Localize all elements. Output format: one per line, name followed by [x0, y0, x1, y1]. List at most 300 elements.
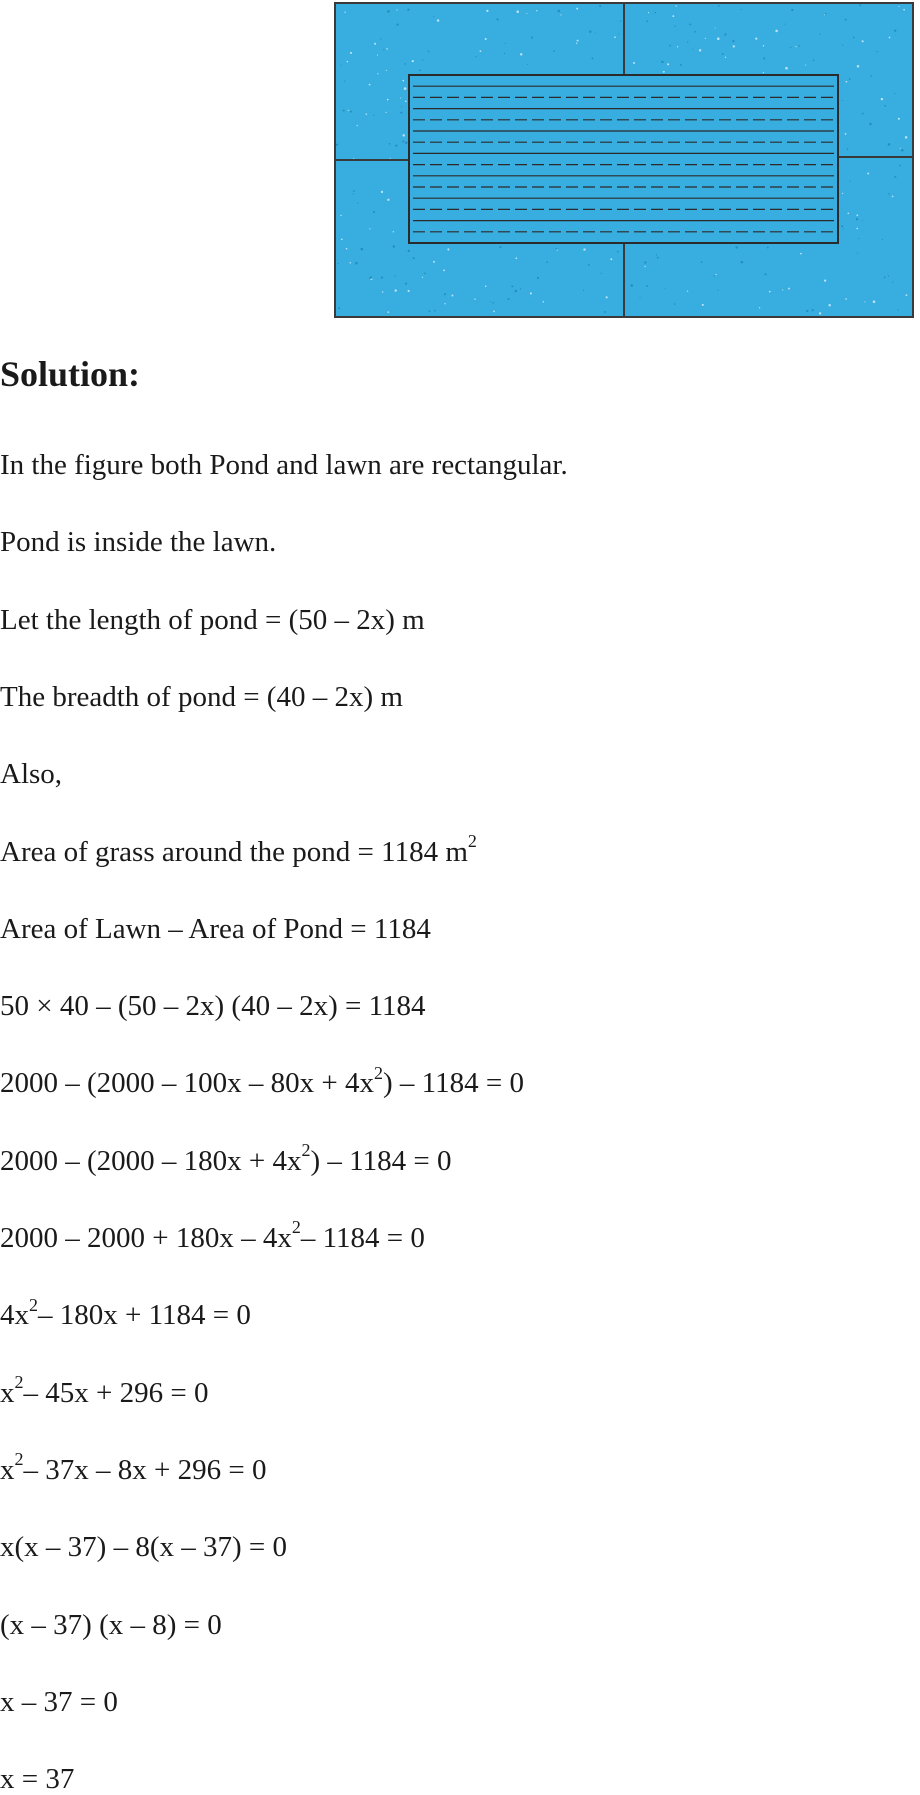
texture-dot [395, 144, 397, 146]
solution-line [0, 760, 62, 789]
texture-dot [338, 307, 340, 309]
texture-dot [843, 228, 844, 229]
texture-dot [648, 12, 649, 13]
texture-dot [800, 253, 802, 255]
texture-dot [856, 214, 858, 216]
texture-dot [583, 248, 585, 250]
texture-dot [894, 30, 896, 32]
texture-dot [864, 301, 865, 302]
texture-dot [718, 5, 720, 7]
texture-dot [606, 296, 608, 298]
texture-dot [387, 199, 389, 201]
texture-dot [588, 264, 590, 266]
texture-dot [530, 292, 532, 294]
texture-dot [655, 12, 657, 14]
texture-dot [347, 61, 348, 62]
line-text: Area of grass around the pond = 1184 m [0, 835, 468, 868]
texture-dot [408, 250, 410, 252]
texture-dot [543, 301, 545, 303]
texture-dot [842, 45, 843, 46]
texture-dot [366, 113, 368, 115]
texture-dot [546, 261, 548, 263]
texture-dot [350, 52, 352, 54]
texture-dot [348, 110, 349, 111]
texture-dot [862, 220, 863, 221]
texture-dot [377, 55, 378, 56]
texture-dot [387, 10, 390, 13]
line-text: x = 37 [0, 1763, 75, 1795]
texture-dot [558, 10, 561, 13]
texture-dot [401, 106, 402, 107]
texture-dot [763, 57, 765, 59]
solution-line [0, 992, 426, 1021]
texture-dot [536, 10, 537, 11]
texture-dot [352, 193, 353, 194]
texture-dot [900, 148, 901, 149]
texture-dot [508, 298, 510, 300]
texture-dot [644, 266, 645, 267]
solution-line [0, 1217, 425, 1254]
texture-dot [847, 148, 849, 150]
texture-dot [620, 20, 621, 21]
texture-dot [480, 50, 482, 52]
texture-dot [692, 49, 693, 50]
texture-dot [499, 246, 501, 248]
texture-dot [444, 293, 446, 295]
solution-line [0, 1765, 74, 1794]
texture-dot [672, 15, 674, 17]
texture-dot [785, 67, 788, 70]
texture-dot [601, 273, 602, 274]
texture-dot [619, 33, 620, 34]
texture-dot [377, 73, 378, 74]
texture-dot [857, 65, 860, 68]
line-text: 2000 – 2000 + 180x – 4x [0, 1222, 292, 1254]
texture-dot [667, 63, 669, 65]
line-text: Also, [0, 758, 63, 791]
solution-line [0, 1062, 524, 1100]
texture-dot [346, 248, 348, 250]
texture-dot [389, 143, 391, 145]
texture-dot [714, 275, 715, 276]
texture-dot [353, 190, 355, 192]
texture-dot [841, 225, 843, 227]
texture-dot [892, 196, 894, 198]
texture-dot [520, 53, 522, 55]
texture-dot [400, 98, 401, 99]
texture-dot [595, 32, 596, 33]
texture-dot [556, 248, 558, 250]
texture-dot [382, 291, 383, 292]
texture-dot [722, 53, 724, 55]
texture-dot [361, 248, 364, 251]
exponent: 2 [374, 1062, 384, 1083]
texture-dot [725, 57, 726, 58]
texture-dot [492, 302, 494, 304]
texture-dot [884, 105, 886, 107]
texture-dot [474, 298, 475, 299]
texture-dot [824, 279, 826, 281]
texture-dot [408, 290, 410, 292]
texture-dot [485, 285, 487, 287]
texture-dot [898, 6, 899, 7]
texture-dot [393, 245, 395, 247]
texture-dot [769, 291, 771, 293]
texture-dot [413, 257, 415, 259]
texture-dot [402, 140, 404, 142]
texture-dot [419, 69, 421, 71]
texture-dot [630, 284, 633, 287]
texture-dot [857, 253, 858, 254]
texture-dot [884, 277, 886, 279]
line-text-continued: – 45x + 296 = 0 [23, 1376, 209, 1409]
solution-line [0, 1371, 209, 1409]
line-text: (x – 37) (x – 8) = 0 [0, 1608, 222, 1641]
texture-dot [404, 87, 407, 90]
texture-dot [882, 239, 883, 240]
texture-dot [402, 134, 404, 136]
texture-dot [390, 158, 391, 159]
texture-dot [447, 248, 449, 250]
exponent: 2 [291, 1217, 301, 1238]
texture-dot [437, 19, 440, 22]
texture-dot [791, 9, 793, 11]
solution-line [0, 1140, 452, 1177]
texture-dot [486, 10, 488, 12]
texture-dot [790, 47, 791, 48]
exponent: 2 [14, 1371, 24, 1392]
texture-dot [702, 304, 704, 306]
texture-dot [894, 176, 896, 178]
texture-dot [395, 289, 397, 291]
texture-dot [357, 125, 358, 126]
texture-dot [646, 20, 648, 22]
texture-dot [646, 285, 648, 287]
texture-dot [350, 262, 352, 264]
texture-dot [373, 115, 374, 116]
texture-dot [404, 63, 406, 65]
exponent: 2 [29, 1294, 38, 1315]
texture-dot [888, 193, 890, 195]
texture-dot [876, 51, 877, 52]
texture-dot [656, 254, 657, 255]
texture-dot [496, 18, 498, 20]
texture-dot [663, 71, 665, 73]
line-text-continued: – 1184 = 0 [300, 1222, 425, 1254]
exponent: 2 [14, 1449, 24, 1470]
texture-dot [763, 45, 764, 46]
line-text: 4x [0, 1299, 29, 1332]
texture-dot [819, 312, 821, 314]
texture-dot [881, 98, 883, 100]
texture-dot [640, 297, 641, 298]
texture-dot [374, 43, 376, 45]
texture-dot [718, 289, 719, 290]
texture-dot [422, 60, 423, 61]
line-text: x [0, 1453, 15, 1486]
texture-dot [380, 38, 381, 39]
line-text: Pond is inside the lawn. [0, 526, 277, 559]
texture-dot [515, 290, 518, 293]
texture-dot [862, 113, 864, 115]
texture-dot [732, 40, 734, 42]
texture-dot [412, 60, 414, 62]
texture-dot [859, 4, 861, 6]
texture-dot [516, 10, 519, 13]
texture-dot [576, 43, 577, 44]
texture-dot [433, 261, 435, 263]
line-text: Area of Lawn – Area of Pond = 1184 [0, 912, 431, 945]
texture-dot [343, 109, 345, 111]
texture-dot [845, 133, 847, 135]
texture-dot [788, 288, 790, 290]
texture-dot [405, 141, 408, 144]
line-text: 2000 – (2000 – 180x + 4x [0, 1144, 302, 1177]
lawn-pond-figure [334, 2, 914, 318]
texture-dot [733, 45, 735, 47]
texture-dot [599, 5, 601, 7]
texture-dot [443, 269, 445, 271]
line-text: 2000 – (2000 – 100x – 80x + 4x [0, 1067, 375, 1100]
texture-dot [763, 72, 764, 73]
texture-dot [862, 40, 864, 42]
texture-dot [434, 310, 436, 312]
texture-dot [813, 60, 815, 62]
solution-line [0, 603, 425, 636]
texture-dot [385, 112, 386, 113]
texture-dot [394, 275, 395, 276]
solution-line [0, 1533, 287, 1562]
line-text: x – 37 = 0 [0, 1685, 118, 1718]
texture-dot [493, 311, 495, 313]
line-text: Let the length of pond = (50 – 2x) m [0, 603, 425, 636]
texture-dot [369, 228, 370, 229]
texture-dot [806, 310, 808, 312]
solution-line [0, 680, 403, 713]
texture-dot [687, 290, 688, 291]
texture-dot [856, 228, 858, 230]
texture-dot [858, 238, 859, 239]
solution-line [0, 451, 568, 480]
texture-dot [867, 173, 869, 175]
texture-dot [741, 9, 742, 10]
texture-dot [407, 9, 409, 11]
texture-dot [527, 64, 528, 65]
texture-dot [341, 239, 343, 241]
texture-dot [669, 45, 671, 47]
texture-dot [819, 33, 820, 34]
line-text: 50 × 40 – (50 – 2x) (40 – 2x) = 1184 [0, 990, 426, 1023]
texture-dot [355, 262, 358, 265]
texture-dot [842, 193, 843, 194]
texture-dot [705, 38, 706, 39]
solution-line [0, 1449, 267, 1486]
texture-dot [775, 30, 778, 33]
texture-dot [387, 311, 389, 313]
texture-dot [610, 258, 612, 260]
texture-dot [604, 311, 606, 313]
line-text-continued: ) – 1184 = 0 [383, 1067, 524, 1100]
pond-rectangle [409, 75, 838, 243]
texture-dot [664, 288, 665, 289]
texture-dot [393, 231, 394, 232]
texture-dot [677, 46, 678, 47]
texture-dot [511, 285, 513, 287]
line-text-continued: – 37x – 8x + 296 = 0 [23, 1453, 267, 1486]
texture-dot [784, 24, 785, 25]
texture-dot [845, 298, 847, 300]
texture-dot [428, 51, 430, 53]
texture-dot [899, 165, 901, 167]
texture-dot [381, 278, 382, 279]
texture-dot [845, 19, 847, 21]
texture-dot [537, 277, 539, 279]
texture-dot [676, 5, 677, 6]
texture-dot [386, 48, 388, 50]
texture-dot [701, 261, 703, 263]
texture-dot [796, 46, 797, 47]
texture-dot [828, 304, 830, 306]
texture-dot [405, 100, 407, 102]
solution-heading: Solution: [0, 354, 141, 394]
texture-dot [589, 30, 591, 32]
texture-dot [577, 40, 579, 42]
texture-dot [849, 78, 851, 80]
texture-dot [592, 58, 594, 60]
texture-dot [633, 62, 635, 64]
texture-dot [576, 8, 578, 10]
line-text-continued: ) – 1184 = 0 [310, 1144, 452, 1177]
solution-line [0, 830, 477, 868]
texture-dot [715, 28, 716, 29]
texture-dot [526, 13, 527, 14]
texture-dot [357, 203, 358, 204]
texture-dot [870, 75, 871, 76]
texture-dot [386, 70, 387, 71]
texture-dot [724, 33, 726, 35]
texture-dot [661, 61, 663, 63]
texture-dot [842, 100, 843, 101]
solution-line [0, 912, 431, 945]
texture-dot [560, 14, 561, 15]
texture-dot [515, 257, 517, 259]
line-text: x [0, 1376, 15, 1409]
texture-dot [336, 144, 338, 146]
texture-dot [798, 45, 800, 47]
texture-dot [694, 31, 696, 33]
texture-dot [759, 307, 760, 308]
texture-dot [383, 49, 384, 50]
texture-dot [687, 41, 688, 42]
texture-dot [715, 274, 716, 275]
line-text-continued: – 180x + 1184 = 0 [38, 1299, 251, 1332]
texture-dot [717, 37, 720, 40]
texture-dot [764, 273, 766, 275]
texture-dot [337, 263, 338, 264]
texture-dot [556, 249, 557, 250]
texture-dot [846, 81, 848, 83]
texture-dot [657, 257, 659, 259]
texture-dot [782, 289, 783, 290]
texture-dot [853, 37, 855, 39]
texture-dot [824, 14, 825, 15]
texture-dot [905, 136, 908, 139]
texture-dot [490, 301, 491, 302]
texture-dot [505, 43, 506, 44]
texture-dot [873, 300, 876, 303]
texture-dot [850, 181, 851, 182]
texture-dot [767, 247, 769, 249]
texture-dot [888, 275, 889, 276]
texture-dot [736, 246, 738, 248]
texture-dot [444, 303, 445, 304]
exponent: 2 [467, 830, 477, 851]
texture-dot [889, 37, 891, 39]
texture-dot [485, 38, 487, 40]
texture-dot [422, 277, 423, 278]
texture-dot [674, 303, 675, 304]
texture-dot [433, 16, 434, 17]
texture-dot [476, 56, 477, 57]
texture-dot [644, 261, 646, 263]
texture-dot [381, 191, 383, 193]
texture-dot [617, 251, 619, 253]
texture-dot [848, 213, 850, 215]
texture-dot [387, 99, 389, 101]
lawn-pond-diagram [334, 2, 914, 318]
texture-dot [888, 143, 891, 146]
texture-dot [905, 294, 907, 296]
texture-dot [812, 309, 814, 311]
texture-dot [350, 111, 352, 113]
texture-dot [903, 9, 905, 11]
solution-line [0, 1685, 118, 1718]
texture-dot [405, 283, 407, 285]
texture-dot [553, 50, 555, 52]
solution-line [0, 528, 276, 557]
texture-dot [373, 211, 375, 213]
line-text: x(x – 37) – 8(x – 37) = 0 [0, 1531, 287, 1564]
texture-dot [400, 112, 402, 114]
texture-dot [856, 218, 858, 220]
texture-dot [344, 12, 345, 13]
texture-dot [741, 261, 744, 264]
texture-dot [892, 281, 893, 282]
texture-dot [396, 23, 398, 25]
texture-dot [424, 272, 426, 274]
texture-dot [895, 93, 896, 94]
texture-dot [663, 62, 664, 63]
texture-dot [699, 49, 701, 51]
texture-dot [520, 288, 521, 289]
texture-dot [614, 36, 616, 38]
line-text: In the figure both Pond and lawn are rectangular. [0, 449, 568, 481]
line-text: The breadth of pond = (40 – 2x) m [0, 680, 403, 713]
texture-dot [680, 64, 682, 66]
texture-dot [897, 309, 898, 310]
texture-dot [344, 81, 345, 82]
solution-line [0, 1294, 251, 1332]
texture-dot [689, 24, 691, 26]
texture-dot [901, 149, 904, 152]
texture-dot [674, 25, 675, 26]
texture-dot [369, 84, 371, 86]
texture-dot [898, 118, 900, 120]
texture-dot [504, 53, 505, 54]
texture-dot [429, 310, 431, 312]
texture-dot [341, 65, 342, 66]
texture-dot [755, 37, 757, 39]
